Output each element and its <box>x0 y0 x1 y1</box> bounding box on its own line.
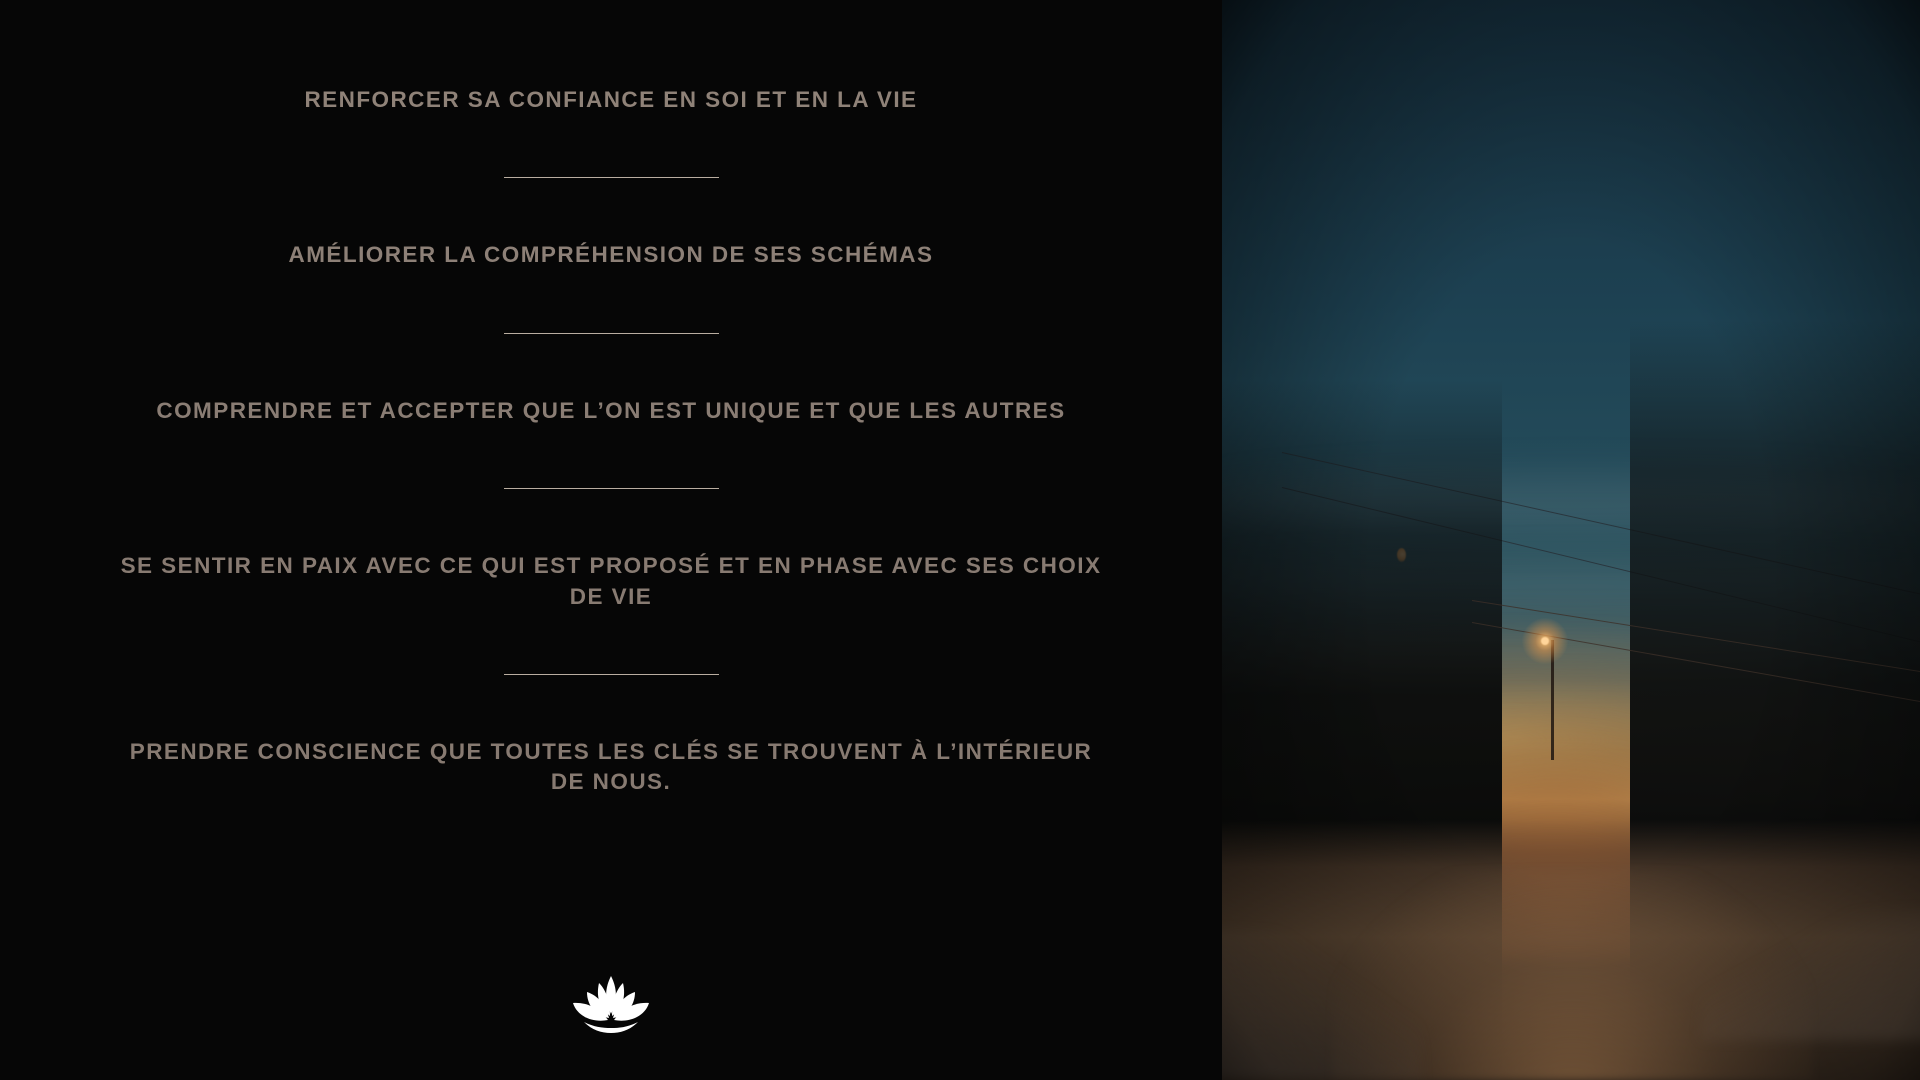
statement-1: RENFORCER SA CONFIANCE EN SOI ET EN LA VIE <box>304 87 918 112</box>
divider-2 <box>504 333 719 334</box>
statement-2: AMÉLIORER LA COMPRÉHENSION DE SES SCHÉMAS <box>288 242 934 268</box>
night-forest-road-photo <box>1222 0 1920 1080</box>
lotus-flower-icon <box>568 970 654 1036</box>
statement-4: SE SENTIR EN PAIX AVEC CE QUI EST PROPOSÉ ET EN PHASE AVEC SES CHOIX DE VIE <box>120 553 1102 609</box>
divider-3 <box>504 488 719 489</box>
statement-3: COMPRENDRE ET ACCEPTER QUE L’ON EST UNIQUE ET QUE LES AUTRES <box>156 397 1066 423</box>
statement-5: PRENDRE CONSCIENCE QUE TOUTES LES CLÉS SE TROUVENT À L’INTÉRIEUR DE NOUS. <box>129 738 1093 795</box>
logo-container <box>120 970 1102 1036</box>
snow-bank-right <box>1700 910 1920 1040</box>
divider-4 <box>504 674 719 675</box>
street-lamp-bulb <box>1541 637 1549 645</box>
snow-bank-left <box>1222 930 1422 1080</box>
divider-1 <box>504 177 719 178</box>
